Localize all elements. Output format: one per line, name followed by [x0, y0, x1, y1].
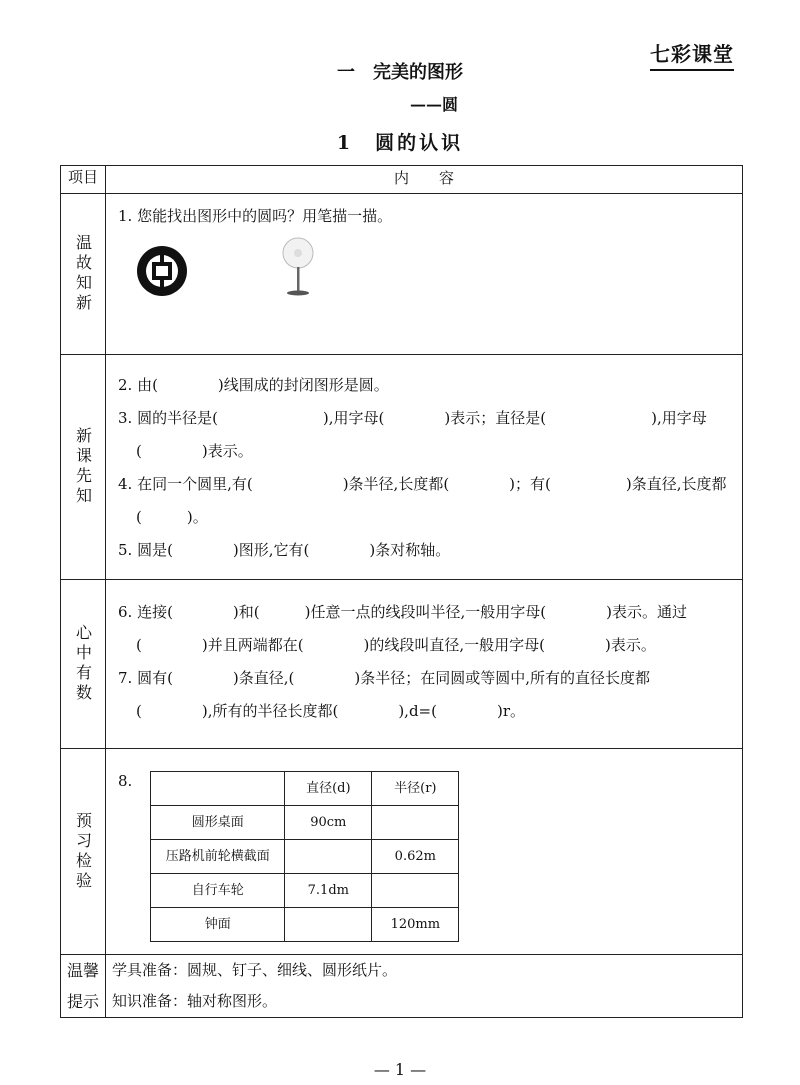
header-content: 内 容	[106, 166, 743, 194]
table-header-cell: 半径(r)	[372, 772, 459, 806]
question-3-line-1: 3. 圆的半径是( ),用字母( )表示；直径是( ),用字母	[118, 409, 707, 427]
table-row	[151, 874, 459, 908]
table-cell[interactable]	[372, 806, 459, 840]
section-label-preview	[61, 355, 105, 579]
brand-logo: 七彩课堂	[650, 38, 734, 71]
question-3-line-2: ( )表示。	[136, 442, 253, 460]
question-5: 5. 圆是( )图形,它有( )条对称轴。	[118, 541, 451, 559]
section-label-text: 新课先知	[73, 427, 93, 507]
table-cell: 90cm	[285, 806, 372, 840]
lesson-title: 1 圆的认识	[336, 132, 464, 154]
table-cell[interactable]	[372, 874, 459, 908]
coin-logo-icon	[134, 243, 190, 299]
section-tips	[61, 955, 743, 1018]
question-4-line-2: ( )。	[136, 508, 208, 526]
question-6-line-1: 6. 连接( )和( )任意一点的线段叫半径,一般用字母( )表示。通过	[118, 603, 687, 621]
fan-icon	[278, 235, 318, 299]
section-label-check	[61, 749, 105, 954]
section-preview	[61, 355, 743, 580]
question-2: 2. 由( )线围成的封闭图形是圆。	[118, 376, 389, 394]
table-row	[151, 840, 459, 874]
section-review	[61, 194, 743, 355]
table-row	[151, 908, 459, 942]
section-label-text: 预习检验	[73, 811, 93, 892]
section-label-tips	[61, 955, 105, 1017]
tip-tools: 学具准备：圆规、钉子、细线、圆形纸片。	[112, 961, 398, 979]
table-cell[interactable]	[285, 908, 372, 942]
section-mind	[61, 580, 743, 749]
table-row	[151, 806, 459, 840]
table-cell: 120mm	[372, 908, 459, 942]
question-6-line-2: ( )并且两端都在( )的线段叫直径,一般用字母( )表示。	[136, 636, 656, 654]
table-header-row	[61, 166, 743, 194]
unit-title: 一 完美的图形	[337, 62, 463, 83]
table-cell: 压路机前轮横截面	[151, 840, 285, 874]
question-7-line-2: ( ),所有的半径长度都( ),d=( )r。	[136, 702, 525, 720]
section-label-review	[61, 194, 105, 354]
header-item: 项目	[61, 166, 106, 194]
question-4-line-1: 4. 在同一个圆里,有( )条半径,长度都( )；有( )条直径,长度都	[118, 475, 727, 493]
table-cell[interactable]	[285, 840, 372, 874]
worksheet-table	[60, 165, 743, 1018]
question-1: 1. 您能找出图形中的圆吗？用笔描一描。	[118, 207, 393, 225]
section-check	[61, 749, 743, 955]
page-number: — 1 —	[373, 1060, 427, 1079]
tips-label-bottom: 提示	[66, 992, 99, 1011]
sub-title: ——圆	[410, 95, 459, 114]
section-label-text: 心中有数	[73, 624, 93, 704]
table-cell: 0.62m	[372, 840, 459, 874]
tips-label-top: 温馨	[66, 961, 99, 980]
table-cell: 圆形桌面	[151, 806, 285, 840]
question-7-line-1: 7. 圆有( )条直径,( )条半径；在同圆或等圆中,所有的直径长度都	[118, 669, 651, 687]
table-cell: 7.1dm	[285, 874, 372, 908]
table-row	[151, 772, 459, 806]
table-header-cell	[151, 772, 285, 806]
diameter-radius-table	[150, 771, 459, 942]
section-label-mind	[61, 580, 105, 748]
table-cell: 钟面	[151, 908, 285, 942]
table-header-cell: 直径(d)	[285, 772, 372, 806]
question-8: 8.	[118, 772, 133, 790]
section-label-text: 温故知新	[73, 234, 93, 314]
tip-knowledge: 知识准备：轴对称图形。	[112, 992, 278, 1010]
table-cell: 自行车轮	[151, 874, 285, 908]
